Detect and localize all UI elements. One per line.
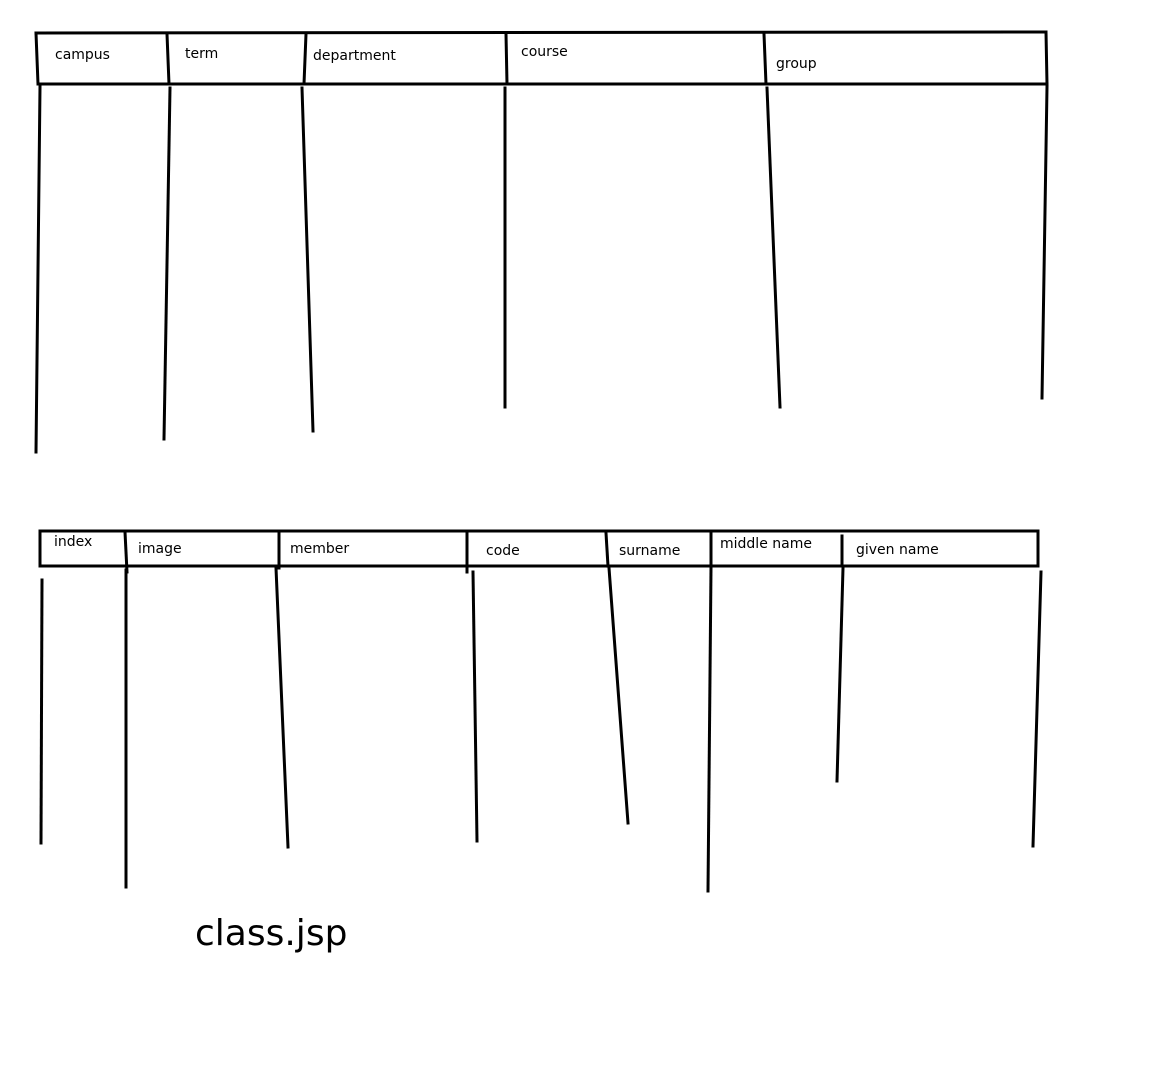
bottom-header-image: image xyxy=(138,541,182,557)
bottom-table-header-divider xyxy=(606,533,608,566)
page-caption: class.jsp xyxy=(195,913,348,954)
top-table-column-line xyxy=(767,88,780,407)
bottom-table-column-line xyxy=(1033,572,1041,846)
bottom-table-column-line xyxy=(837,568,843,781)
top-table-header-divider xyxy=(764,34,766,84)
bottom-header-code: code xyxy=(486,543,520,559)
top-table-header-divider xyxy=(506,34,507,84)
bottom-table-column-line xyxy=(276,568,288,847)
bottom-table-column-line xyxy=(708,568,711,891)
top-table-column-line xyxy=(1042,87,1047,398)
bottom-table-column-line xyxy=(41,580,42,843)
top-table-header-right-border xyxy=(1046,32,1047,84)
bottom-table-header-divider xyxy=(125,532,127,572)
bottom-table-column-line xyxy=(473,572,477,841)
top-header-group: group xyxy=(776,56,817,72)
bottom-table-column-line xyxy=(609,568,628,823)
top-table-header-divider xyxy=(167,34,169,84)
bottom-header-index: index xyxy=(54,534,93,550)
top-header-campus: campus xyxy=(55,47,110,63)
top-table xyxy=(36,32,1047,452)
top-table-header-divider xyxy=(304,34,306,84)
top-table-header-top-border xyxy=(36,32,1046,33)
top-table-column-line xyxy=(302,88,313,431)
top-table-header-left-border xyxy=(36,33,38,84)
bottom-header-surname: surname xyxy=(619,543,681,559)
top-header-course: course xyxy=(521,44,568,60)
top-table-column-line xyxy=(36,87,40,452)
bottom-header-member: member xyxy=(290,541,350,557)
bottom-header-middle-name: middle name xyxy=(720,536,812,552)
top-header-term: term xyxy=(185,46,219,62)
top-header-department: department xyxy=(313,48,396,64)
bottom-header-given-name: given name xyxy=(856,542,939,558)
bottom-table xyxy=(40,531,1041,891)
top-table-column-line xyxy=(164,88,170,439)
